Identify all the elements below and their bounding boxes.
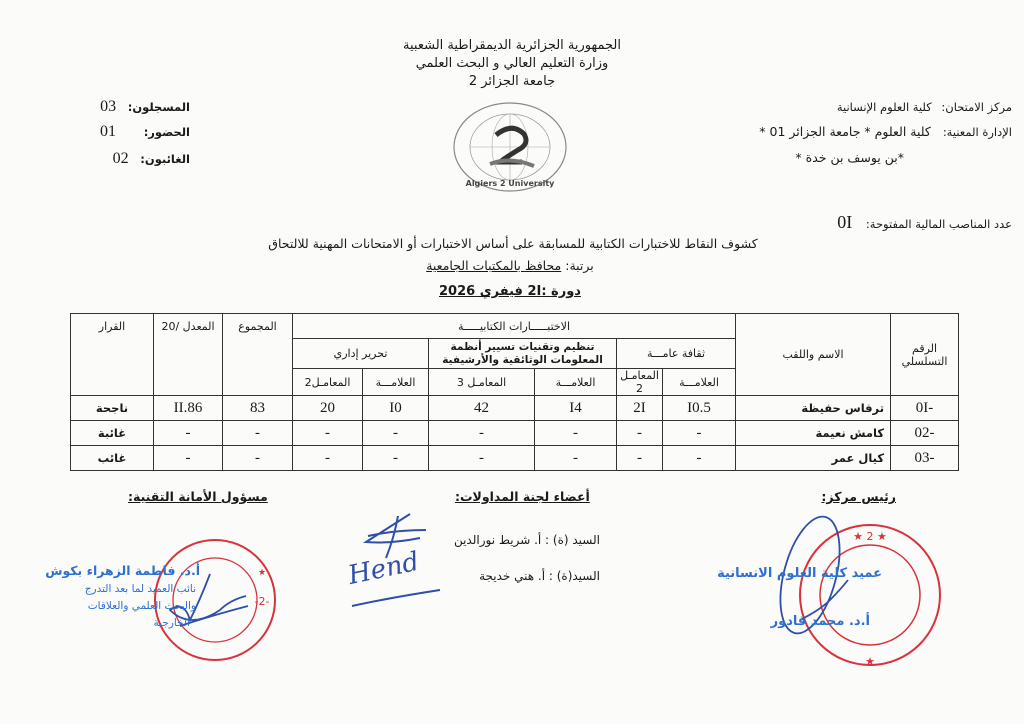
admin-label: الإدارة المعنية: [942,125,1012,139]
committee-title: أعضاء لجنة المداولات: [455,489,590,504]
center-head-title: رئيس مركز: [821,489,896,504]
cell-s2-coef: 42 [429,396,535,421]
cell-decision: غائبة [71,421,154,446]
technical-secretariat-title: مسؤول الأمانة التقنية: [128,489,268,504]
cell-s2-coef: - [429,421,535,446]
admin-row [692,124,1012,139]
cell-s1-grade: - [663,421,736,446]
center-head-stamp-line-2: أ.د. محمد قادور [770,614,870,629]
cell-s1-grade: - [663,446,736,471]
session-date: دورة :2I فيفري 2026 [439,284,581,299]
header-average: المعدل /20 [154,314,223,396]
cell-s2-coef: - [429,446,535,471]
exam-center-label: مركز الامتحان: [941,100,1012,114]
header-s3-grade: العلامـــة [363,369,429,396]
admin-value: كلية العلوم * جامعة الجزائر 01 * [759,124,931,139]
registered-label: المسجلون: [127,100,190,114]
table-row [71,396,959,421]
grades-table [70,313,959,471]
cell-name: كيال عمر [736,446,891,471]
header-name: الاسم واللقب [736,314,891,396]
table-row [71,446,959,471]
exam-center-value: كلية العلوم الإنسانية [836,100,932,114]
header-total: المجموع [223,314,293,396]
technical-stamp-line-3: والبحث العلمي والعلاقات [87,600,196,612]
committee-member-2: السيد(ة) : أ. هني خديجة [479,569,600,583]
exam-center-row [712,100,1012,114]
header-s2-coef: المعامـل 3 [429,369,535,396]
document-title: كشوف النقاط للاختبارات الكتابية للمسابقة على أساس الاختبارات أو الامتحانات المهنية للالتحاق [268,236,758,251]
positions-row [752,212,1012,233]
present-row [70,123,190,141]
rank-value: محافظ بالمكتبات الجامعية [426,258,562,273]
positions-label: عدد المناصب المالية المفتوحة: [865,217,1012,231]
cell-total: - [223,446,293,471]
cell-total: 83 [223,396,293,421]
cell-name: ترفاس حفيظة [736,396,891,421]
cell-serial: -02 [891,421,959,446]
cell-s3-coef: 20 [293,396,363,421]
cell-s2-grade: - [535,446,617,471]
signature-member-2 [345,546,443,608]
header-s1-grade: العلامـــة [663,369,736,396]
cell-decision: غائب [71,446,154,471]
rank-label: برتبة: [565,258,594,273]
cell-s1-grade: I0.5 [663,396,736,421]
header-university: جامعة الجزائر 2 [468,74,556,89]
positions-value: 0I [837,212,853,232]
present-label: الحضور: [143,125,190,139]
header-s1-coef: المعامـل 2 [617,369,663,396]
table-row [71,421,959,446]
technical-stamp-line-2: نائب العميد لما بعد التدرج [84,583,196,595]
svg-text:★: ★ [865,655,875,668]
cell-s1-coef: 2I [617,396,663,421]
cell-average: - [154,446,223,471]
header-subject-general-culture: ثقافة عامـــة [617,339,736,369]
cell-total: - [223,421,293,446]
cell-average: - [154,421,223,446]
svg-text:Algiers 2 University: Algiers 2 University [465,179,555,188]
header-s3-coef: المعامـل2 [293,369,363,396]
cell-s3-coef: - [293,446,363,471]
cell-average: II.86 [154,396,223,421]
university-logo [450,100,570,195]
admin-value-2: *بن يوسف بن خدة * [795,150,904,165]
center-head-stamp-line-1: عميد كلية العلوم الانسانية [717,566,882,581]
cell-s3-grade: - [363,421,429,446]
cell-s3-grade: - [363,446,429,471]
header-s2-grade: العلامـــة [535,369,617,396]
header-serial: الرقم التسلسلي [891,314,959,396]
header-subject-info-systems: تنظيم وتقنيات تسيير أنظمة المعلومات الوثائقية والأرشيفية [429,339,617,369]
registered-row [70,98,190,116]
header-written-tests: الاختبـــــارات الكتابيـــــة [293,314,736,339]
cell-serial: -0I [891,396,959,421]
header-republic: الجمهورية الجزائرية الديمقراطية الشعبية [403,38,621,53]
absent-row [70,150,190,168]
cell-serial: -03 [891,446,959,471]
svg-text:-2-: -2- [254,595,270,608]
header-decision: القرار [71,314,154,396]
cell-s1-coef: - [617,421,663,446]
technical-stamp-line-4: الخارجية [153,617,190,629]
svg-text:★: ★ [257,568,267,578]
cell-s2-grade: I4 [535,396,617,421]
cell-name: كامش نعيمة [736,421,891,446]
cell-s3-grade: I0 [363,396,429,421]
signature-member-2-text: Hend [345,546,422,592]
cell-s3-coef: - [293,421,363,446]
svg-text:★ 2 ★: ★ 2 ★ [853,530,887,543]
committee-member-1: السيد (ة) : أ. شريط نورالدين [453,533,600,547]
absent-value: 02 [112,150,129,167]
present-value: 01 [100,123,117,140]
header-subject-admin-writing: تحرير إداري [293,339,429,369]
cell-s1-coef: - [617,446,663,471]
cell-s2-grade: - [535,421,617,446]
technical-stamp-line-1: أ.د. فاطمة الزهراء بكوش [45,563,200,578]
header-ministry: وزارة التعليم العالي و البحث العلمي [415,56,609,71]
absent-label: الغائبون: [140,152,190,166]
rank-row [340,258,680,273]
registered-value: 03 [100,98,117,115]
cell-decision: ناجحة [71,396,154,421]
